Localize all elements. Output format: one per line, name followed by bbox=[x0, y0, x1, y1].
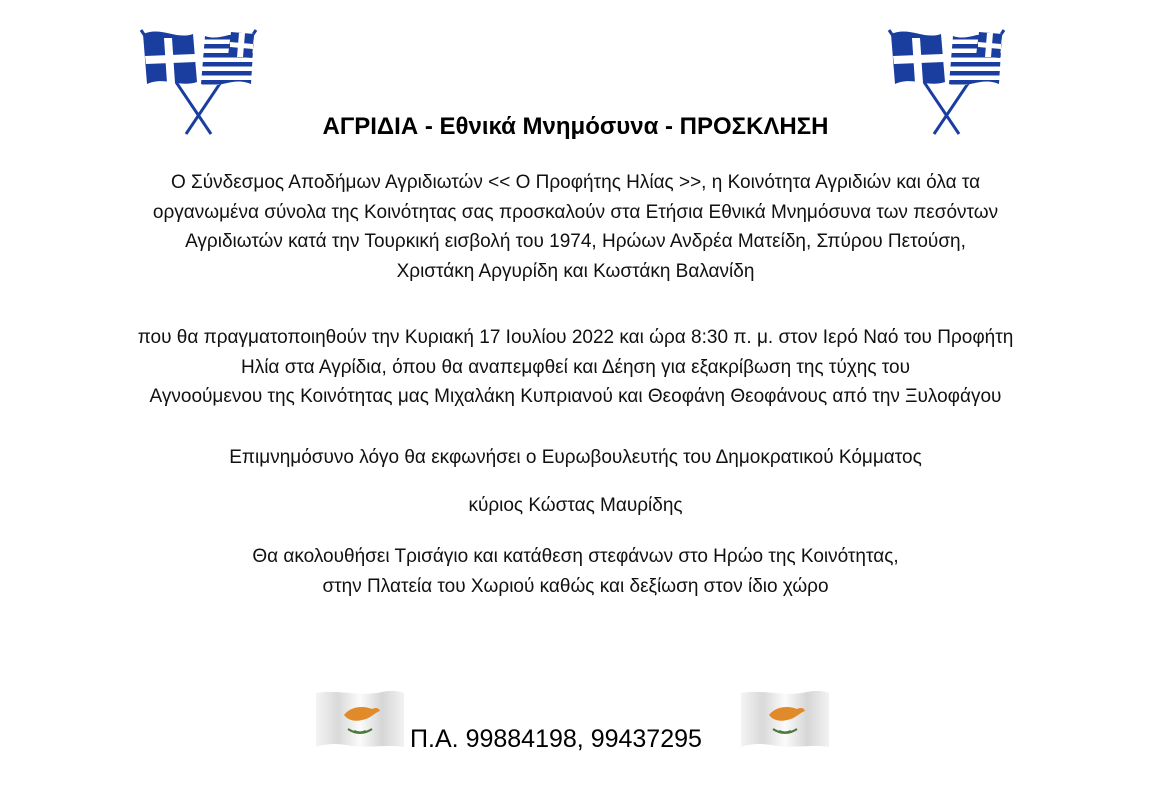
cyprus-flag-icon bbox=[741, 689, 829, 749]
paragraph-line: οργανωμένα σύνολα της Κοινότητας σας προσκαλούν στα Ετήσια Εθνικά Μνημόσυνα των πεσόντων bbox=[152, 201, 999, 223]
paragraph-line: κύριος Κώστας Μαυρίδης bbox=[468, 495, 683, 516]
paragraph-line: Επιμνημόσυνο λόγο θα εκφωνήσει ο Ευρωβουλευτής του Δημοκρατικού Κόμματος bbox=[229, 447, 922, 468]
paragraph-line: Ηλία στα Αγρίδια, όπου θα αναπεμφθεί και Δέηση για εξακρίβωση της τύχης του bbox=[240, 356, 911, 378]
paragraph-line: Ο Σύνδεσμος Αποδήμων Αγριδιωτών << Ο Προφήτης Ηλίας >>, η Κοινότητα Αγριδιών και όλα τα bbox=[170, 172, 981, 193]
page-title: ΑΓΡΙΔΙΑ - Εθνικά Μνημόσυνα - ΠΡΟΣΚΛΗΣΗ bbox=[322, 113, 829, 140]
invitation-paragraph bbox=[0, 168, 1151, 286]
paragraph-line: Αγνοούμενου της Κοινότητας μας Μιχαλάκη Κυπριανού και Θεοφάνη Θεοφάνους από την Ξυλοφάγου bbox=[149, 386, 1002, 407]
paragraph-line: Χριστάκη Αργυρίδη και Κωστάκη Βαλανίδη bbox=[396, 260, 755, 282]
paragraph-line: Αγριδιωτών κατά την Τουρκική εισβολή του 1974, Ηρώων Ανδρέα Ματείδη, Σπύρου Πετούση, bbox=[185, 231, 966, 252]
contact-phone-numbers: Π.Α. 99884198, 99437295 bbox=[410, 725, 702, 753]
speaker-name bbox=[0, 491, 1151, 521]
paragraph-line: Θα ακολουθήσει Τρισάγιο και κατάθεση στεφάνων στο Ηρώο της Κοινότητας, bbox=[252, 546, 899, 567]
closing-paragraph bbox=[0, 542, 1151, 601]
schedule-paragraph bbox=[0, 323, 1151, 412]
speaker-paragraph bbox=[0, 443, 1151, 473]
paragraph-line: στην Πλατεία του Χωριού καθώς και δεξίωση στον ίδιο χώρο bbox=[322, 575, 829, 597]
cyprus-flag-icon bbox=[316, 689, 404, 749]
paragraph-line: που θα πραγματοποιηθούν την Κυριακή 17 Ιουλίου 2022 και ώρα 8:30 π. μ. στον Ιερό Ναό του Προφήτη bbox=[137, 327, 1014, 348]
